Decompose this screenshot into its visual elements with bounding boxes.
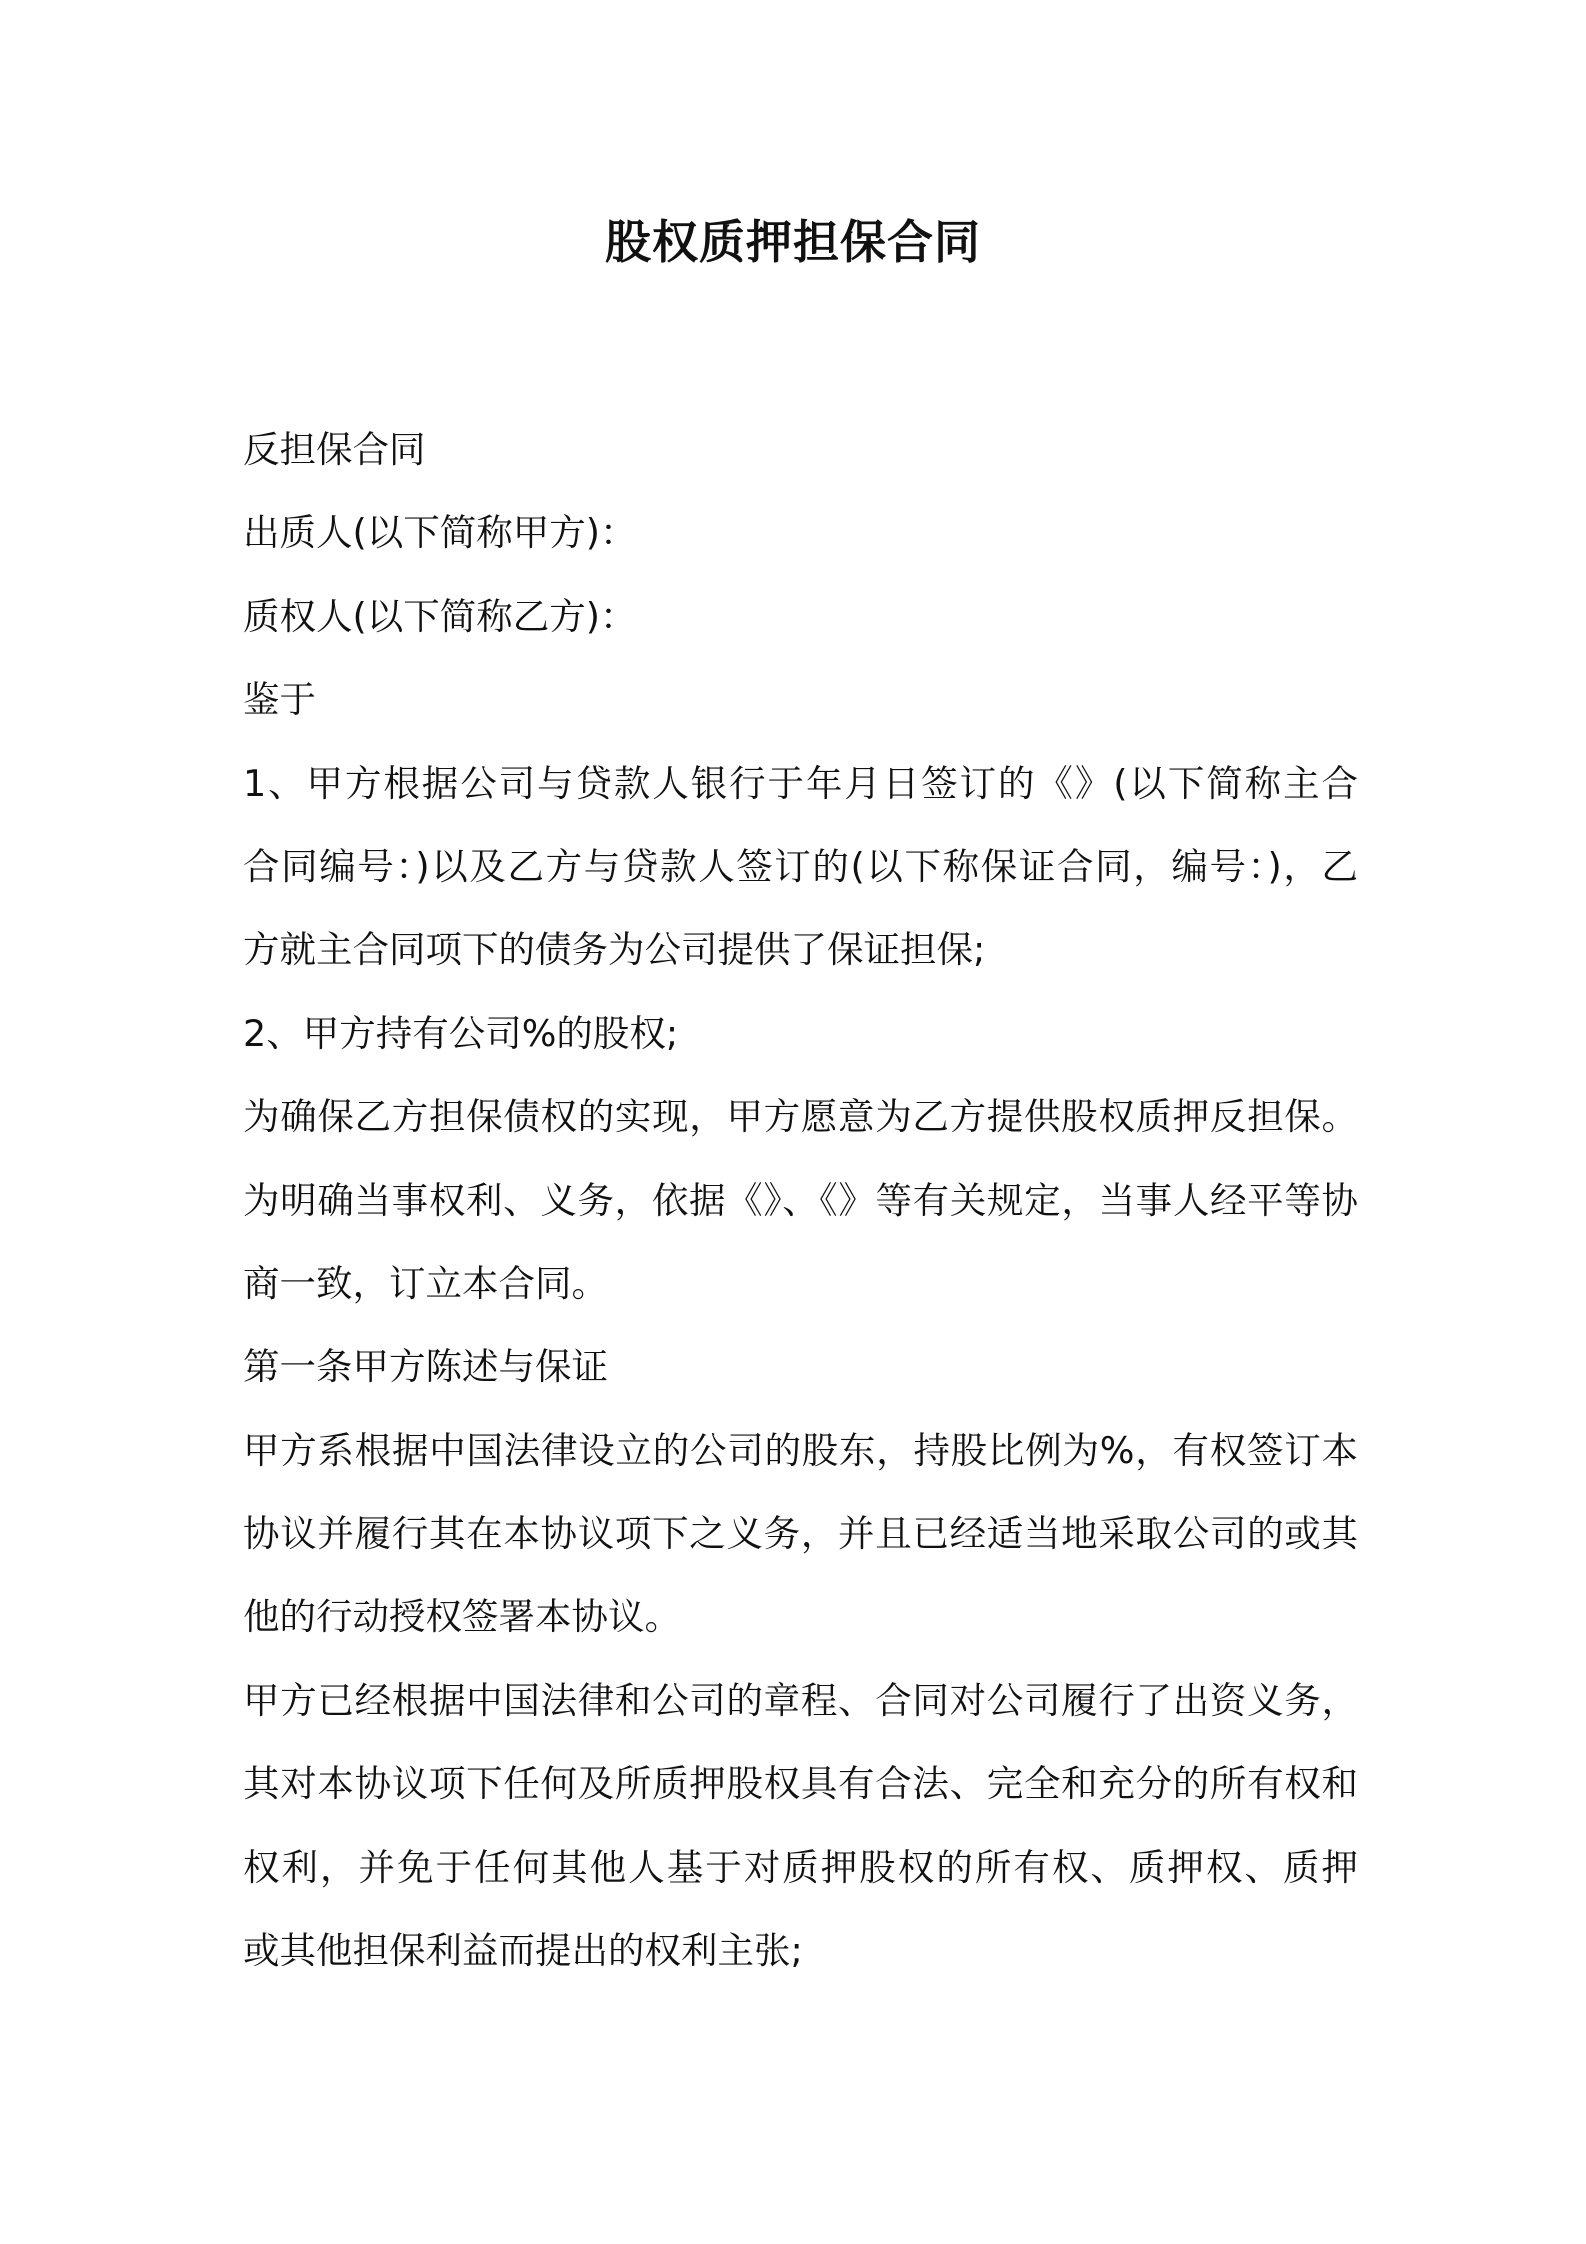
paragraph-line: 出质人(以下简称甲方)： <box>243 511 637 555</box>
paragraph-line: 为明确当事权利、义务，依据《》、《》等有关规定，当事人经平等协 <box>243 1178 1358 1222</box>
paragraph-line: 甲方系根据中国法律设立的公司的股东，持股比例为%，有权签订本 <box>243 1428 1358 1472</box>
paragraph-line: 其对本协议项下任何及所质押股权具有合法、完全和充分的所有权和 <box>243 1762 1358 1806</box>
paragraph-line: 甲方已经根据中国法律和公司的章程、合同对公司履行了出资义务， <box>243 1678 1358 1722</box>
paragraph-line: 1、甲方根据公司与贷款人银行于年月日签订的《》(以下简称主合 <box>243 761 1358 805</box>
paragraph-line: 鉴于 <box>243 678 316 722</box>
paragraph-line: 他的行动授权签署本协议。 <box>243 1595 681 1639</box>
section-heading: 第一条甲方陈述与保证 <box>243 1345 608 1389</box>
paragraph-line: 协议并履行其在本协议项下之义务，并且已经适当地采取公司的或其 <box>243 1512 1358 1556</box>
paragraph-line: 反担保合同 <box>243 428 426 471</box>
paragraph-line: 商一致，订立本合同。 <box>243 1261 608 1305</box>
paragraph-line: 2、甲方持有公司%的股权; <box>243 1011 679 1055</box>
paragraph-line: 质权人(以下简称乙方)： <box>243 594 637 638</box>
paragraph-line: 为确保乙方担保债权的实现，甲方愿意为乙方提供股权质押反担保。 <box>243 1095 1358 1139</box>
paragraph-line: 合同编号：)以及乙方与贷款人签订的(以下称保证合同，编号：)，乙 <box>243 844 1358 888</box>
paragraph-line: 权利，并免于任何其他人基于对质押股权的所有权、质押权、质押 <box>243 1845 1358 1889</box>
document-title: 股权质押担保合同 <box>605 215 981 269</box>
document-body <box>243 408 1358 1992</box>
paragraph-line: 或其他担保利益而提出的权利主张; <box>243 1929 803 1973</box>
paragraph-line: 方就主合同项下的债务为公司提供了保证担保; <box>243 928 986 972</box>
